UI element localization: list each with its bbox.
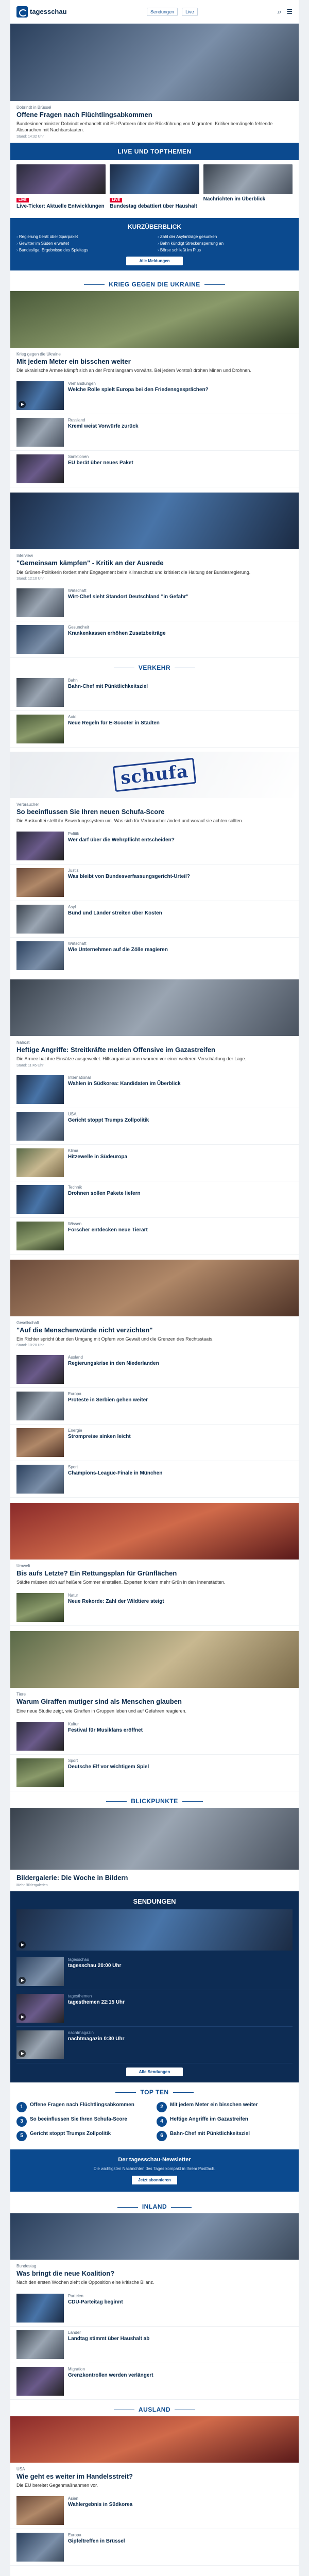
article-kicker: Sport [68, 1464, 78, 1469]
article-headline[interactable]: Bahn-Chef mit Pünktlichkeitsziel [68, 683, 148, 689]
rank-number: 4 [157, 2116, 167, 2127]
article-kicker: Sport [68, 1758, 78, 1763]
feature-teaser: Eine neue Studie zeigt, wie Giraffen in Gruppen leben und auf Gefahren reagieren. [16, 1708, 187, 1714]
feature-image [10, 1260, 299, 1316]
hero-teaser: Bundesinnenminister Dobrindt verhandelt mit EU-Partnern über die Rückführung von Migranten. Kritiker bemängeln fehlende Absprachen mit Nachbarstaaten. [16, 121, 273, 133]
kurz-item[interactable]: › Regierung berät über Sparpaket [16, 234, 151, 239]
article-image [16, 678, 64, 707]
article-headline[interactable]: Wahlergebnis in Südkorea [68, 2501, 133, 2507]
article-headline[interactable]: Hitzewelle in Südeuropa [68, 1154, 128, 1160]
newsletter-text: Die wichtigsten Nachrichten des Tages kompakt in Ihrem Postfach. [93, 2166, 216, 2172]
article-image [16, 1075, 64, 1104]
schufa-headline[interactable]: So beeinflussen Sie Ihren neuen Schufa-Score [16, 807, 165, 816]
feature-kicker: Umwelt [16, 1563, 30, 1568]
list-item[interactable] [10, 2327, 299, 2363]
newsletter-title: Der tagesschau-Newsletter [118, 2157, 191, 2163]
list-item[interactable] [10, 621, 299, 658]
article-image [16, 2030, 64, 2059]
list-item[interactable] [10, 1388, 299, 1425]
schufa-logo-image [10, 752, 299, 798]
video-icon [19, 2050, 26, 2057]
logo[interactable] [16, 6, 67, 18]
list-item[interactable] [10, 711, 299, 748]
topten-headline[interactable]: So beeinflussen Sie Ihren Schufa-Score [30, 2116, 127, 2123]
video-icon [19, 1941, 26, 1948]
article-image [16, 2294, 64, 2323]
live-card[interactable] [110, 164, 199, 210]
hero-article[interactable] [10, 24, 299, 143]
list-item[interactable] [10, 1461, 299, 1498]
live-badge: LIVE [110, 198, 122, 202]
article-kicker: Länder [68, 2330, 81, 2335]
all-sendungen-button[interactable]: Alle Sendungen [126, 2067, 183, 2076]
feature-article[interactable] [10, 1260, 299, 1351]
schufa-logo: schufa [113, 758, 196, 792]
topten-item[interactable] [157, 2102, 293, 2112]
schufa-article[interactable] [10, 752, 299, 828]
list-item[interactable] [10, 2363, 299, 2400]
list-item[interactable] [16, 1954, 293, 1990]
topten-headline[interactable]: Heftige Angriffe im Gazastreifen [170, 2116, 248, 2123]
article-image [16, 941, 64, 970]
article-image [16, 2330, 64, 2359]
article-headline[interactable]: Was bleibt von Bundesverfassungsgericht-Urteil? [68, 874, 190, 880]
article-kicker: tagesschau [68, 1957, 89, 1962]
rank-number: 6 [157, 2131, 167, 2141]
kurzueberblick-title: KURZÜBERBLICK [128, 223, 181, 231]
article-kicker: Kultur [68, 1721, 79, 1726]
article-headline[interactable]: CDU-Parteitag beginnt [68, 2299, 123, 2305]
kurz-item[interactable]: › Zahl der Asylanträge gesunken [158, 234, 293, 239]
article-headline[interactable]: Deutsche Elf vor wichtigem Spiel [68, 1764, 149, 1770]
feature-article[interactable] [10, 1503, 299, 1589]
list-item[interactable] [16, 1990, 293, 2027]
article-kicker: Migration [68, 2366, 85, 2371]
list-item[interactable] [10, 938, 299, 974]
list-item[interactable] [10, 1425, 299, 1461]
article-headline[interactable]: Neue Rekorde: Zahl der Wildtiere steigt [68, 1599, 164, 1605]
article-image [16, 625, 64, 654]
list-item[interactable] [10, 414, 299, 451]
feature-kicker: Nahost [16, 1040, 30, 1045]
hero-kicker: Dobrindt in Brüssel [16, 105, 52, 110]
kurz-item[interactable]: › Bundesliga: Ergebnisse des Spieltags [16, 248, 151, 252]
rank-number: 3 [16, 2116, 27, 2127]
article-headline[interactable]: Neue Regeln für E-Scooter in Städten [68, 720, 160, 726]
feature-teaser: Die Armee hat ihre Einsätze ausgeweitet. Hilfsorganisationen warnen vor einer weiteren Verschärfung der Lage. [16, 1056, 246, 1062]
list-item[interactable] [10, 1718, 299, 1755]
ukraine-lead-teaser: Die ukrainische Armee kämpft sich an der Front langsam vorwärts. Bei jedem Vorstoß drohen Minen und Drohnen. [16, 368, 251, 374]
inland-headline[interactable]: Was bringt die neue Koalition? [16, 2269, 115, 2278]
ukraine-lead-kicker: Krieg gegen die Ukraine [16, 352, 61, 357]
blickpunkte-more[interactable]: Mehr Bildergalerien [16, 1884, 48, 1888]
sendungen-image [16, 1909, 293, 1951]
kurz-item[interactable]: › Börse schließt im Plus [158, 248, 293, 252]
kurz-item[interactable]: › Gewitter im Süden erwartet [16, 241, 151, 246]
article-kicker: Russland [68, 418, 85, 423]
ukraine-lead[interactable] [10, 291, 299, 378]
article-image [16, 381, 64, 410]
topten-item[interactable] [16, 2131, 152, 2141]
feature-image [10, 493, 299, 549]
nav-sendungen[interactable]: Sendungen [147, 8, 178, 16]
article-headline[interactable]: Festival für Musikfans eröffnet [68, 1727, 143, 1733]
list-item[interactable] [10, 1108, 299, 1145]
ausland-lead[interactable] [10, 2416, 299, 2493]
feature-headline[interactable]: "Gemeinsam kämpfen" - Kritik an der Ausrede [16, 559, 164, 567]
article-image [16, 1392, 64, 1420]
article-headline[interactable]: Kreml weist Vorwürfe zurück [68, 423, 139, 430]
blickpunkte-image [10, 1808, 299, 1870]
article-image [16, 1593, 64, 1622]
article-image [16, 832, 64, 860]
article-image [16, 1957, 64, 1986]
article-headline[interactable]: Wer darf über die Wehrpflicht entscheiden? [68, 837, 175, 843]
topten-headline[interactable]: Offene Fragen nach Flüchtlingsabkommen [30, 2102, 134, 2108]
feature-headline[interactable]: "Auf die Menschenwürde nicht verzichten" [16, 1326, 153, 1334]
list-item[interactable] [10, 2529, 299, 2566]
video-icon [19, 2013, 26, 2021]
list-item[interactable] [10, 1218, 299, 1255]
blickpunkte-headline[interactable]: Bildergalerie: Die Woche in Bildern [16, 1873, 128, 1882]
article-kicker: Sanktionen [68, 454, 89, 460]
sendungen-section [10, 1891, 299, 2082]
feature-image [10, 1631, 299, 1688]
article-headline[interactable]: Wahlen in Südkorea: Kandidaten im Überblick [68, 1080, 181, 1087]
article-kicker: Ausland [68, 1354, 83, 1360]
list-item[interactable] [10, 2493, 299, 2529]
article-image [16, 868, 64, 897]
list-item[interactable] [16, 2027, 293, 2063]
topten-item[interactable] [157, 2116, 293, 2127]
list-item[interactable] [10, 1589, 299, 1626]
menu-icon[interactable]: ☰ [286, 7, 293, 15]
article-image [16, 715, 64, 743]
schufa-kicker: Verbraucher [16, 802, 39, 807]
ausland-lead-image [10, 2416, 299, 2463]
all-news-button[interactable]: Alle Meldungen [126, 257, 183, 265]
live-image [110, 164, 199, 194]
topten-item[interactable] [16, 2102, 152, 2112]
ukraine-lead-headline[interactable]: Mit jedem Meter ein bisschen weiter [16, 358, 131, 366]
rank-number: 5 [16, 2131, 27, 2141]
logo-icon [16, 6, 28, 18]
article-kicker: International [68, 1075, 91, 1080]
live-headline[interactable]: Bundestag debattiert über Haushalt [110, 203, 197, 209]
hero-meta: Stand: 14:32 Uhr [16, 134, 44, 139]
article-headline[interactable]: Drohnen sollen Pakete liefern [68, 1190, 141, 1196]
live-headline[interactable]: Nachrichten im Überblick [203, 196, 266, 202]
article-image [16, 1722, 64, 1751]
topten-section-title: TOP TEN [10, 2082, 299, 2099]
schufa-teaser: Die Auskunftei stellt ihr Bewertungssystem um. Was sich für Verbraucher ändert und worauf sie achten sollten. [16, 818, 243, 824]
article-image [16, 418, 64, 447]
ausland-section-title: AUSLAND [10, 2400, 299, 2416]
list-item[interactable] [10, 1145, 299, 1181]
feature-meta: Stand: 12:10 Uhr [16, 577, 44, 581]
verkehr-section-title: VERKEHR [10, 658, 299, 674]
rank-number: 1 [16, 2102, 27, 2112]
header-nav [147, 8, 198, 16]
live-headline[interactable]: Live-Ticker: Aktuelle Entwicklungen [16, 203, 105, 209]
list-item[interactable] [10, 1072, 299, 1108]
feature-teaser: Städte müssen sich auf heißere Sommer einstellen. Experten fordern mehr Grün in den Innenstädten. [16, 1580, 226, 1585]
article-kicker: Bahn [68, 677, 78, 683]
list-item[interactable] [10, 585, 299, 621]
topten-headline[interactable]: Gericht stoppt Trumps Zollpolitik [30, 2131, 111, 2137]
live-card[interactable] [16, 164, 106, 210]
article-headline[interactable]: Krankenkassen erhöhen Zusatzbeiträge [68, 630, 166, 636]
feature-meta: Stand: 10:20 Uhr [16, 1343, 44, 1347]
article-image [16, 2496, 64, 2525]
topten-item[interactable] [16, 2116, 152, 2127]
article-headline[interactable]: Champions-League-Finale in München [68, 1470, 163, 1476]
header-icons [278, 8, 293, 16]
list-item[interactable] [10, 901, 299, 938]
article-kicker: Auto [68, 714, 77, 719]
feature-article[interactable] [10, 493, 299, 584]
feature-headline[interactable]: Bis aufs Letzte? Ein Rettungsplan für Grünflächen [16, 1569, 177, 1577]
feature-headline[interactable]: Warum Giraffen mutiger sind als Menschen glauben [16, 1698, 182, 1706]
article-headline[interactable]: Gipfeltreffen in Brüssel [68, 2538, 125, 2544]
inland-lead-image [10, 2213, 299, 2260]
article-kicker: Klima [68, 1148, 79, 1153]
article-kicker: Wirtschaft [68, 588, 87, 593]
article-headline[interactable]: tagesschau 20:00 Uhr [68, 1963, 122, 1969]
feature-headline[interactable]: Heftige Angriffe: Streitkräfte melden Offensive im Gazastreifen [16, 1046, 216, 1054]
logo-text: tagesschau [30, 8, 67, 15]
video-icon [19, 401, 26, 408]
article-kicker: Europa [68, 2532, 81, 2537]
article-image [16, 2533, 64, 2562]
sendungen-title: SENDUNGEN [133, 1897, 176, 1906]
live-list [10, 160, 299, 214]
video-icon [19, 1977, 26, 1984]
feature-kicker: Interview [16, 553, 33, 558]
feature-teaser: Die Grünen-Politikerin fordert mehr Engagement beim Klimaschutz und kritisiert die Haltung der Bundesregierung. [16, 569, 251, 575]
ausland-headline[interactable]: Wie geht es weiter im Handelsstreit? [16, 2472, 133, 2480]
topten-headline[interactable]: Bahn-Chef mit Pünktlichkeitsziel [170, 2131, 250, 2137]
list-item[interactable] [10, 1351, 299, 1388]
article-image [16, 905, 64, 934]
article-kicker: Justiz [68, 868, 79, 873]
article-headline[interactable]: Welche Rolle spielt Europa bei den Friedensgesprächen? [68, 387, 209, 393]
article-headline[interactable]: Landtag stimmt über Haushalt ab [68, 2335, 150, 2342]
article-kicker: Verhandlungen [68, 381, 96, 386]
article-image [16, 1185, 64, 1214]
ukraine-section-title: KRIEG GEGEN DIE UKRAINE [10, 275, 299, 291]
article-headline[interactable]: Forscher entdecken neue Tierart [68, 1227, 148, 1233]
article-headline[interactable]: tagesthemen 22:15 Uhr [68, 1999, 125, 2006]
article-kicker: USA [68, 1111, 77, 1116]
article-kicker: Energie [68, 1428, 82, 1433]
ausland-kicker: USA [16, 2466, 25, 2471]
article-image [16, 1994, 64, 2023]
article-kicker: Wirtschaft [68, 941, 87, 946]
feature-image [10, 979, 299, 1036]
feature-kicker: Gesellschaft [16, 1320, 40, 1325]
inland-kicker: Bundestag [16, 2264, 37, 2269]
article-headline[interactable]: Regierungskrise in den Niederlanden [68, 1360, 159, 1366]
ausland-teaser: Die EU bereitet Gegenmaßnahmen vor. [16, 2482, 98, 2488]
kurzueberblick-box [10, 218, 299, 270]
article-kicker: nachtmagazin [68, 2030, 94, 2036]
article-headline[interactable]: Grenzkontrollen werden verlängert [68, 2372, 153, 2378]
feature-article[interactable] [10, 979, 299, 1071]
article-kicker: Wissen [68, 1221, 82, 1226]
feature-image [10, 1503, 299, 1560]
article-image [16, 1148, 64, 1177]
article-image [16, 1465, 64, 1494]
blickpunkte-article[interactable] [10, 1808, 299, 1891]
list-item[interactable] [10, 2290, 299, 2327]
hero-image [10, 24, 299, 101]
article-headline[interactable]: Strompreise sinken leicht [68, 1433, 131, 1439]
kurzueberblick-list [16, 234, 293, 252]
article-kicker: tagesthemen [68, 1994, 92, 1999]
kurz-item[interactable]: › Bahn kündigt Streckensperrung an [158, 241, 293, 246]
article-headline[interactable]: Gericht stoppt Trumps Zollpolitik [68, 1117, 149, 1123]
article-kicker: Asyl [68, 905, 76, 910]
inland-teaser: Nach den ersten Wochen zieht die Opposition eine kritische Bilanz. [16, 2280, 154, 2285]
article-image [16, 588, 64, 617]
article-kicker: Asien [68, 2496, 79, 2501]
topten-headline[interactable]: Mit jedem Meter ein bisschen weiter [170, 2102, 258, 2108]
article-kicker: Europa [68, 1391, 81, 1396]
article-headline[interactable]: nachtmagazin 0:30 Uhr [68, 2036, 125, 2042]
article-image [16, 1428, 64, 1457]
search-icon[interactable]: ⌕ [278, 7, 282, 15]
article-kicker: Natur [68, 1593, 78, 1598]
live-badge: LIVE [16, 198, 29, 202]
page [10, 0, 299, 2576]
live-card[interactable] [203, 164, 293, 210]
inland-lead[interactable] [10, 2213, 299, 2290]
header [10, 0, 299, 24]
article-kicker: Technik [68, 1184, 82, 1190]
article-image [16, 1355, 64, 1384]
list-item[interactable] [10, 1755, 299, 1791]
newsletter-button[interactable]: Jetzt abonnieren [132, 2176, 177, 2184]
list-item[interactable] [10, 828, 299, 865]
article-kicker: Politik [68, 832, 79, 837]
article-image [16, 1112, 64, 1141]
live-image [203, 164, 293, 194]
article-headline[interactable]: Bund und Länder streiten über Kosten [68, 910, 162, 917]
article-image [16, 2367, 64, 2396]
topten-grid [10, 2099, 299, 2144]
feature-kicker: Tiere [16, 1692, 26, 1697]
hero-headline[interactable]: Offene Fragen nach Flüchtlingsabkommen [16, 111, 152, 118]
article-headline[interactable]: Wirt-Chef sieht Standort Deutschland "in Gefahr" [68, 594, 188, 600]
topten-item[interactable] [157, 2131, 293, 2141]
article-headline[interactable]: Proteste in Serbien gehen weiter [68, 1397, 148, 1403]
ukraine-lead-image [10, 291, 299, 348]
article-image [16, 454, 64, 483]
article-kicker: Gesundheit [68, 624, 89, 630]
rank-number: 2 [157, 2102, 167, 2112]
live-image [16, 164, 106, 194]
feature-article[interactable] [10, 1631, 299, 1718]
list-item[interactable] [10, 378, 299, 414]
blickpunkte-section-title: BLICKPUNKTE [10, 1791, 299, 1808]
live-section-title: LIVE UND TOPTHEMEN [10, 143, 299, 160]
nav-live[interactable]: Live [182, 8, 198, 16]
article-image [16, 1758, 64, 1787]
inland-section-title: INLAND [10, 2197, 299, 2213]
article-kicker: Parteien [68, 2293, 83, 2298]
article-headline[interactable]: EU berät über neues Paket [68, 460, 133, 466]
list-item[interactable] [10, 451, 299, 487]
list-item[interactable] [10, 865, 299, 901]
list-item[interactable] [10, 674, 299, 711]
list-item[interactable] [10, 1181, 299, 1218]
newsletter-box [10, 2149, 299, 2192]
feature-meta: Stand: 11:45 Uhr [16, 1063, 44, 1067]
article-image [16, 1222, 64, 1250]
feature-teaser: Ein Richter spricht über den Umgang mit Opfern von Gewalt und die Grenzen des Rechtsstaats. [16, 1336, 214, 1342]
article-headline[interactable]: Wie Unternehmen auf die Zölle reagieren [68, 947, 168, 953]
